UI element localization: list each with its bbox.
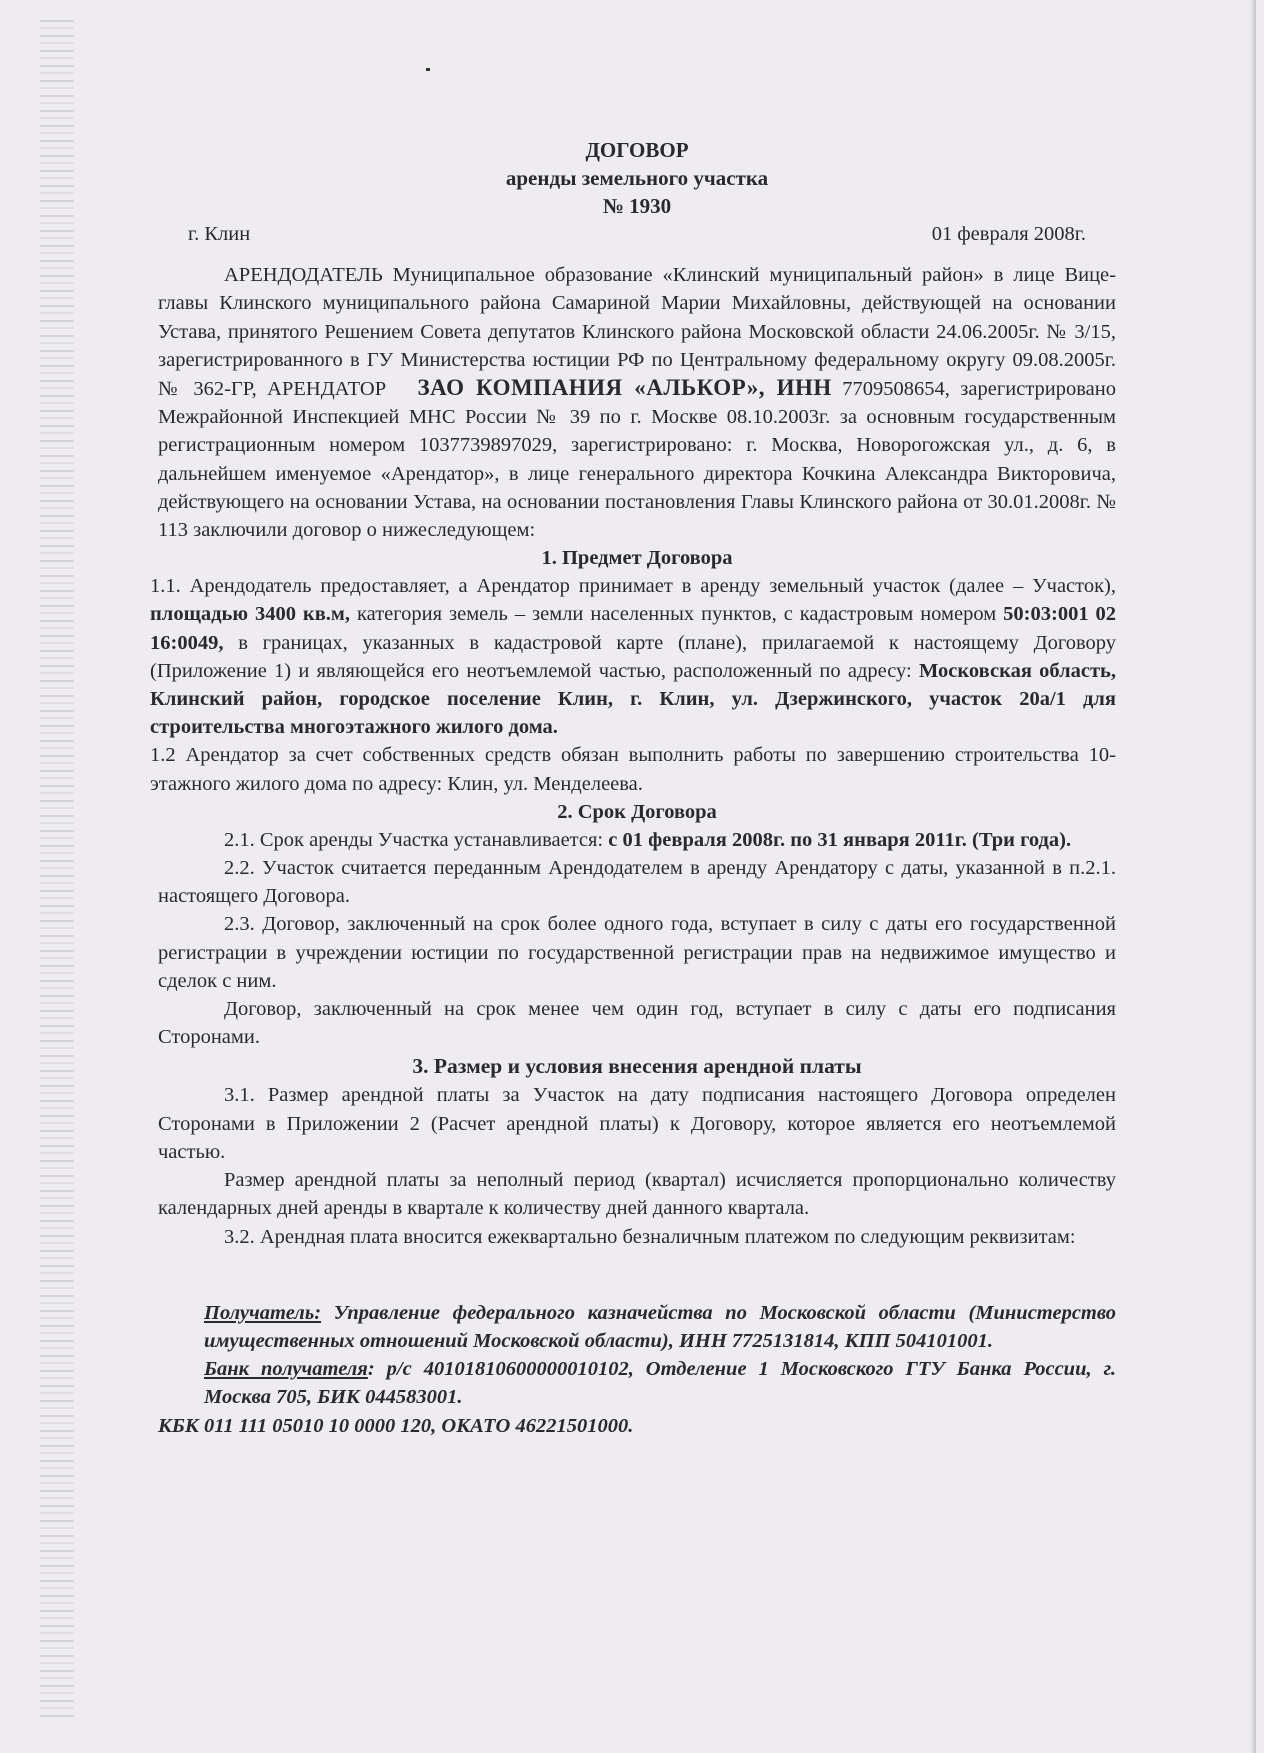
clause-3-1-note: Размер арендной платы за неполный период (квартал) исчисляется пропорционально количеству календарных дней аренды в квартале к количеству дней данного квартала. (158, 1169, 1116, 1220)
clause-2-3: 2.3. Договор, заключенный на срок более одного года, вступает в силу с даты его государственной регистрации в учреждении юстиции по государственной регистрации прав на недвижимое имущество и сделок с ним. (158, 913, 1116, 992)
clause-3-1: 3.1. Размер арендной платы за Участок на дату подписания настоящего Договора определен Сторонами в Приложении 2 (Расчет арендной платы) к Договору, которое является его неотъемлемой частью. (158, 1084, 1116, 1163)
preamble-text-2: 7709508654, зарегистрировано Межрайонной Инспекцией МНС России № 39 по г. Москве 08.10.2003г. за основным государственным регистрационным номером 1037739897029, зарегистрировано: г. Москва, Новорогожская ул., д. 6, в дальнейшем именуемое «Арендатор», в лице генерального директора Кочкина Александра Викторовича, действующего на основании Устава, на основании постановления Главы Клинского района от 30.01.2008г. № 113 заключили договор о нижеследующем: (158, 378, 1116, 542)
city: г. Клин (188, 223, 251, 245)
section-3-heading: 3. Размер и условия внесения арендной платы (412, 1054, 862, 1079)
spacer (158, 1251, 1116, 1299)
bank-label: Банк получателя (204, 1358, 368, 1381)
contract-date: 01 февраля 2008г. (931, 223, 1086, 245)
clause-2-1 (158, 826, 1116, 854)
clause-1-1-text-c: категория земель – земли населенных пунктов, с кадастровым номером (356, 603, 997, 626)
bank-requisites (158, 1355, 1116, 1411)
clause-1-1 (150, 572, 1116, 741)
document-number: № 1930 (602, 194, 672, 218)
lease-term: с 01 февраля 2008г. по 31 января 2011г. (Три года). (608, 828, 1072, 851)
scan-edge-artifact (40, 20, 74, 1720)
scan-shadow (1250, 0, 1256, 1753)
kbk-okato: КБК 011 111 05010 10 0000 120, ОКАТО 46221501000. (158, 1414, 634, 1437)
document-title: ДОГОВОР (585, 138, 689, 162)
clause-1-1-text-e: в границах, указанных в кадастровой карте (плане), прилагаемой к настоящему Договору (Приложение 1) и являющейся его неотъемлемой частью, расположенный по адресу: (150, 631, 1117, 682)
clause-3-2: 3.2. Арендная плата вносится ежеквартально безналичным платежом по следующим реквизитам: (224, 1225, 1076, 1248)
clause-1-2: 1.2 Арендатор за счет собственных средств обязан выполнить работы по завершению строительства 10-этажного жилого дома по адресу: Клин, ул. Менделеева. (150, 744, 1116, 795)
scan-speck (426, 68, 430, 71)
clause-2-1-text: 2.1. Срок аренды Участка устанавливается: (224, 828, 604, 851)
clause-1-1-text-a: 1.1. Арендодатель предоставляет, а Арендатор принимает в аренду земельный участок (далее – Участок), (150, 575, 1116, 598)
bank-text: : р/с 40101810600000010102, Отделение 1 Московского ГТУ Банка России, г. Москва 705, БИК 044583001. (204, 1358, 1117, 1409)
section-1-heading: 1. Предмет Договора (541, 547, 733, 570)
land-address: Московская область, Клинский район, городское поселение Клин, г. Клин, ул. Дзержинского, участок 20а/1 для строительства многоэтажного жилого дома. (150, 659, 1116, 739)
cadastral-number: 50:03:001 02 16:0049, (150, 603, 1117, 654)
preamble (158, 261, 1116, 544)
recipient-requisites (158, 1299, 1116, 1355)
document-subtitle: аренды земельного участка (505, 166, 769, 190)
recipient-label: Получатель: (204, 1301, 322, 1324)
clause-2-3-note: Договор, заключенный на срок менее чем один год, вступает в силу с даты его подписания Сторонами. (158, 998, 1116, 1049)
section-2-heading: 2. Срок Договора (557, 800, 717, 823)
tenant-name: ЗАО КОМПАНИЯ «АЛЬКОР», ИНН (417, 375, 832, 401)
land-area: площадью 3400 кв.м, (150, 603, 351, 626)
contract-text (150, 136, 1117, 1440)
place-date-line (158, 220, 1116, 248)
clause-2-2: 2.2. Участок считается переданным Арендодателем в аренду Арендатору с даты, указанной в п.2.1. настоящего Договора. (158, 857, 1116, 908)
preamble-text-1: АРЕНДОДАТЕЛЬ Муниципальное образование «Клинский муниципальный район» в лице Вице-главы Клинского муниципального района Самариной Марии Михайловны, действующей на основании Устава, принятого Решением Совета депутатов Клинского района Московской области 24.06.2005г. № 3/15, зарегистрированного в ГУ Министерства юстиции РФ по Центральному федеральному округу 09.08.2005г. № 362-ГР, АРЕНДАТОР (158, 264, 1116, 401)
recipient-text: Управление федерального казначейства по Московской области (Министерство имущественных отношений Московской области), ИНН 7725131814, КПП 504101001. (204, 1301, 1117, 1352)
